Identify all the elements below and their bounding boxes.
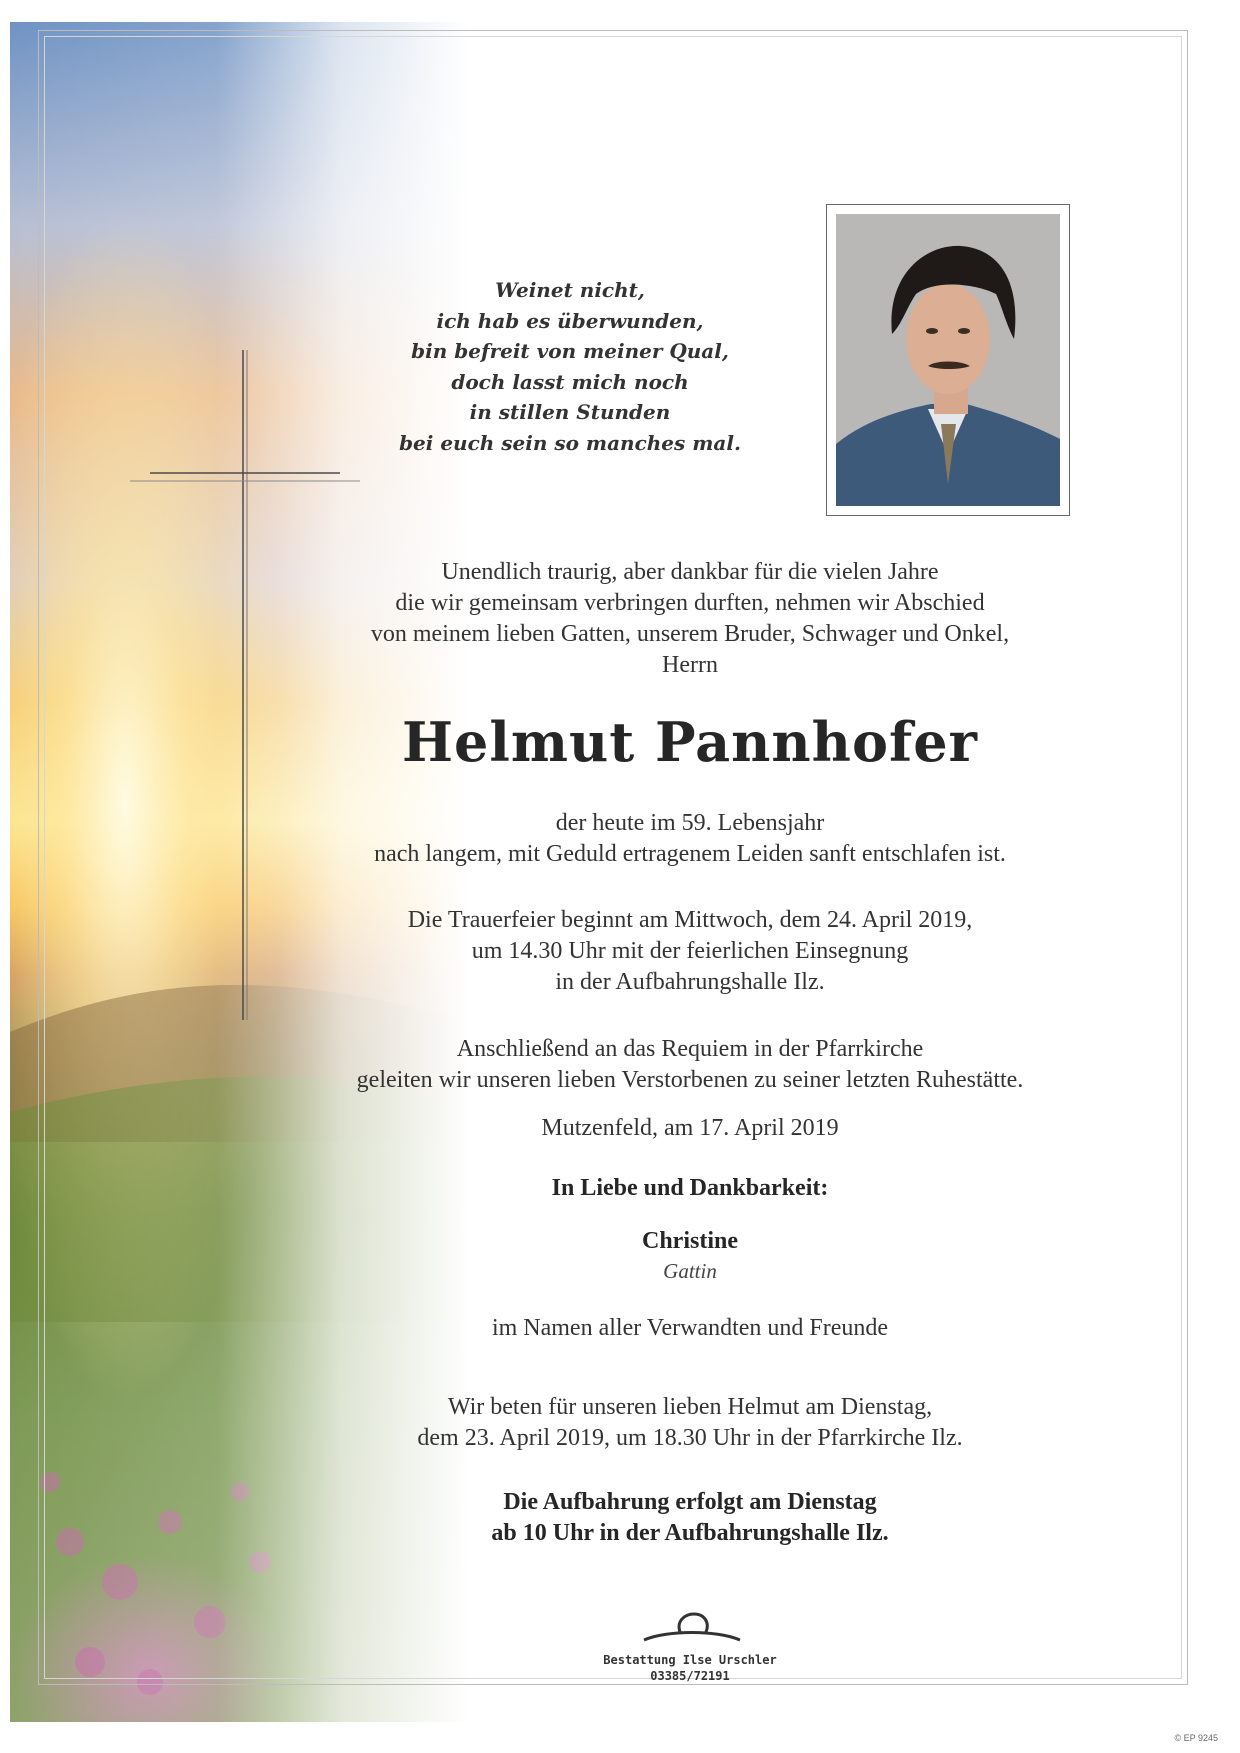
portrait-photo [836, 214, 1060, 506]
funeral-home-info [560, 1652, 820, 1684]
poem-line: bei euch sein so manches mal. [399, 430, 741, 455]
requiem-line: geleiten wir unseren lieben Verstorbenen zu seiner letzten Ruhestätte. [356, 1067, 1024, 1093]
intro-line: Herrn [662, 652, 718, 678]
ceremony-text [300, 905, 1080, 998]
requiem-text [300, 1034, 1080, 1096]
viewing-line: ab 10 Uhr in der Aufbahrungshalle Ilz. [491, 1520, 889, 1546]
prayer-text [300, 1392, 1080, 1454]
poem-line: in stillen Stunden [469, 400, 671, 424]
closing-line: In Liebe und Dankbarkeit: [551, 1175, 829, 1201]
form-code: © EP 9245 [1174, 1733, 1218, 1743]
mourner-name: Christine [642, 1228, 738, 1254]
requiem-line: Anschließend an das Requiem in der Pfarrkirche [456, 1036, 924, 1062]
passing-text [300, 808, 1080, 870]
intro-line: die wir gemeinsam verbringen durften, nehmen wir Abschied [395, 590, 985, 616]
funeral-home-name: Bestattung Ilse Urschler [603, 1653, 777, 1667]
poem-line: ich hab es überwunden, [436, 308, 704, 333]
memorial-poem [360, 275, 780, 458]
prayer-line: Wir beten für unseren lieben Helmut am Dienstag, [447, 1394, 933, 1420]
passing-line: der heute im 59. Lebensjahr [555, 810, 825, 836]
intro-line: Unendlich traurig, aber dankbar für die vielen Jahre [441, 559, 939, 585]
deceased-name: Helmut Pannhofer [401, 710, 978, 774]
poem-line: bin befreit von meiner Qual, [411, 339, 729, 363]
passing-line: nach langem, mit Geduld ertragenem Leiden sanft entschlafen ist. [374, 841, 1006, 867]
announcement-intro [300, 557, 1080, 681]
viewing-line: Die Aufbahrung erfolgt am Dienstag [503, 1489, 877, 1515]
ceremony-line: um 14.30 Uhr mit der feierlichen Einsegnung [471, 938, 909, 964]
place-date: Mutzenfeld, am 17. April 2019 [541, 1115, 839, 1141]
funeral-home-phone: 03385/72191 [650, 1669, 730, 1683]
viewing-text [300, 1487, 1080, 1549]
prayer-line: dem 23. April 2019, um 18.30 Uhr in der Pfarrkirche Ilz. [417, 1425, 963, 1451]
funeral-home-logo-icon [642, 1610, 742, 1648]
relatives-line: im Namen aller Verwandten und Freunde [491, 1315, 889, 1341]
intro-line: von meinem lieben Gatten, unserem Bruder, Schwager und Onkel, [370, 621, 1010, 647]
mourner-role: Gattin [663, 1259, 717, 1283]
ceremony-line: in der Aufbahrungshalle Ilz. [555, 969, 825, 995]
portrait-frame [826, 204, 1070, 516]
ceremony-line: Die Trauerfeier beginnt am Mittwoch, dem 24. April 2019, [407, 907, 973, 933]
poem-line: Weinet nicht, [495, 278, 645, 302]
poem-line: doch lasst mich noch [451, 369, 689, 394]
